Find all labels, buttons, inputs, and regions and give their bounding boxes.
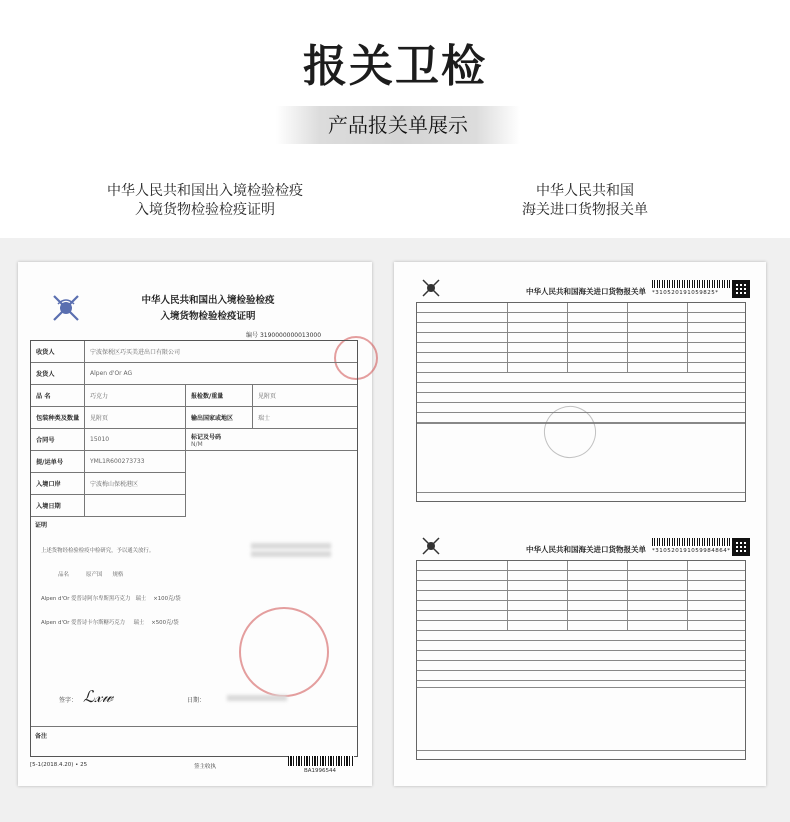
contract-value: 15010	[90, 436, 110, 443]
packing-label: 包装种类及数量	[31, 407, 85, 428]
marks-value: N/M	[191, 441, 203, 448]
packing-value: 见附页	[90, 415, 109, 422]
remarks-label: 备注	[35, 733, 48, 740]
customs-form-grid	[416, 302, 746, 502]
row-bill-of-lading	[31, 451, 185, 473]
proof-line: Alpen d'Or 爱普诗卡尔斯糖巧克力 瑞士 ×500克/袋	[41, 620, 179, 626]
form-code: [5-1(2018.4.20) • 25	[30, 762, 88, 768]
certificate-title: 中华人民共和国出入境检验检疫	[141, 295, 275, 306]
row-entry-port	[31, 473, 185, 495]
customs-form	[416, 534, 746, 770]
caption-line: 中华人民共和国出入境检验检疫	[107, 183, 303, 199]
inspection-certificate-document	[18, 262, 372, 786]
customs-form-title: 中华人民共和国海关进口货物报关单	[526, 287, 646, 296]
bill-of-lading-value: YML1R600273733	[90, 458, 145, 465]
customs-form-grid	[416, 560, 746, 760]
row-entry-date	[31, 495, 185, 517]
caption-line: 中华人民共和国	[536, 183, 634, 199]
customs-form-number: *310520191059984864*	[652, 548, 731, 554]
barcode-number: BA1996544	[304, 768, 337, 774]
proof-line: 品名 原产国 规格	[41, 572, 124, 578]
proof-text	[41, 531, 181, 643]
certificate-subtitle: 入境货物检验检疫证明	[160, 311, 256, 322]
customs-form-number: *310520191059825*	[652, 290, 719, 296]
redacted-text	[251, 543, 331, 549]
proof-section	[31, 517, 357, 727]
consignee-value: 宁波保税区巧买美进出口有限公司	[90, 349, 181, 356]
customs-form-barcode	[652, 538, 736, 546]
entry-date-label: 入境日期	[31, 495, 85, 516]
proof-line: 上述货物经检验检疫中检研究，予以通关放行。	[41, 548, 155, 554]
marks-label: 标记及号码	[191, 434, 222, 441]
certificate-number-value: 3190000000013000	[259, 332, 322, 339]
proof-label: 证明	[35, 522, 48, 529]
certificate-number	[246, 330, 321, 339]
redacted-date	[227, 695, 287, 701]
qr-code	[732, 280, 750, 298]
caption-customs-declaration	[420, 182, 750, 220]
customs-form-barcode	[652, 280, 736, 288]
row-product	[31, 385, 357, 407]
customs-emblem-icon	[420, 278, 442, 298]
customs-emblem-icon	[420, 536, 442, 556]
caption-line: 海关进口货物报关单	[522, 202, 648, 218]
product-label: 品 名	[31, 385, 85, 406]
barcode	[288, 756, 354, 766]
row-contract	[31, 429, 357, 451]
customs-form	[416, 276, 746, 512]
entry-port-value: 宁波梅山保税港区	[90, 481, 139, 488]
consignor-value: Alpen d'Or AG	[90, 370, 133, 377]
entry-port-label: 入境口岸	[31, 473, 85, 494]
footer-note: 签主收执	[194, 764, 217, 770]
signature-label: 签字：	[59, 697, 78, 704]
bill-of-lading-label: 提/运单号	[31, 451, 85, 472]
row-packing	[31, 407, 357, 429]
row-consignee	[31, 341, 357, 363]
consignor-label: 发货人	[31, 363, 85, 384]
declared-qty-value: 见附页	[258, 393, 277, 400]
customs-form-title: 中华人民共和国海关进口货物报关单	[526, 545, 646, 554]
marks-cell	[185, 429, 359, 450]
origin-country-label: 输出国家或地区	[185, 407, 253, 428]
consignee-label: 收货人	[31, 341, 85, 362]
official-seal	[239, 607, 329, 697]
handwritten-signature: ℒ𝓍𝓌	[83, 687, 114, 706]
certificate-number-label: 编号	[246, 332, 259, 339]
remarks-section	[31, 727, 357, 757]
certificate-table	[30, 340, 358, 757]
page-title: 报关卫检	[303, 41, 487, 92]
row-consignor	[31, 363, 357, 385]
date-label: 日期：	[187, 697, 206, 704]
redacted-text	[251, 551, 331, 557]
product-value: 巧克力	[90, 393, 109, 400]
customs-form-blank-area	[417, 687, 745, 751]
contract-label: 合同号	[31, 429, 85, 450]
proof-line: Alpen d'Or 爱普诗阿尔卑斯黑巧克力 瑞士 ×100克/袋	[41, 596, 181, 602]
subtitle-banner: 产品报关单展示	[276, 106, 520, 144]
origin-country-value: 瑞士	[258, 415, 271, 422]
declared-qty-label: 报检数/重量	[185, 385, 253, 406]
caption-inspection-certificate	[40, 182, 370, 220]
qr-code	[732, 538, 750, 556]
caption-line: 入境货物检验检疫证明	[135, 202, 275, 218]
customs-declaration-document	[394, 262, 766, 786]
